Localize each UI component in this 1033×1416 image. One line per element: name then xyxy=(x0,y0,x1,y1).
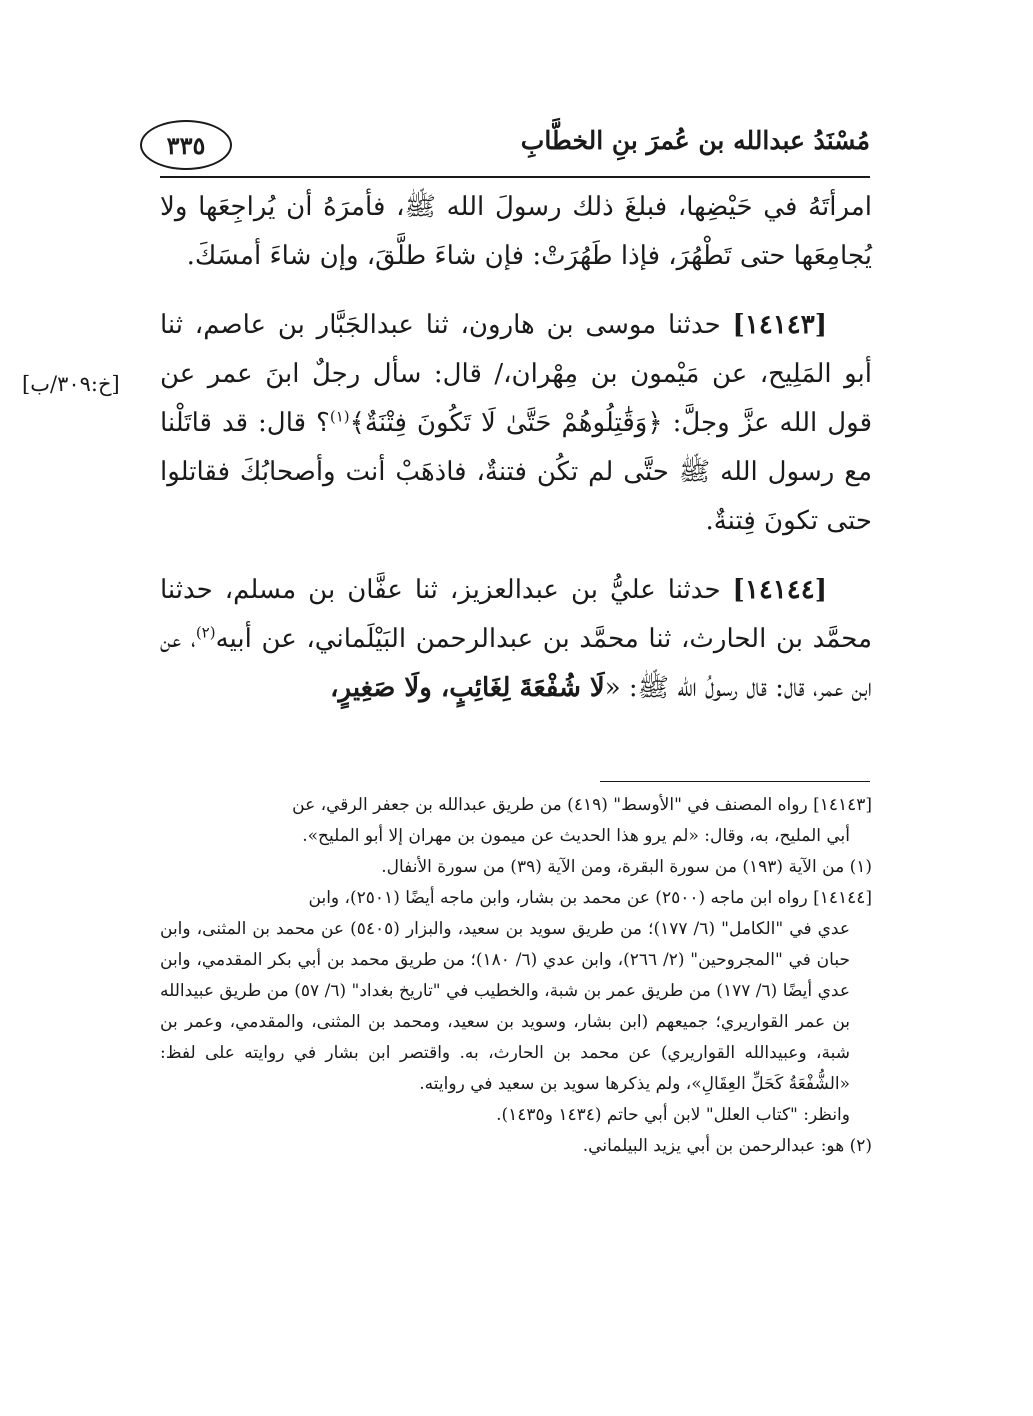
paragraph-continuation: امرأتَهُ في حَيْضِها، فبلغَ ذلك رسولَ الله ﷺ، فأمرَهُ أن يُراجِعَها ولا يُجامِعَها حتى تَطْهُرَ، فإذا طَهُرَتْ: فإن شاءَ طلَّقَ، وإن شاءَ أمسَكَ. xyxy=(160,192,872,271)
page-header xyxy=(150,118,870,178)
hadith-14143 xyxy=(160,301,872,546)
footnote-head: [١٤١٤٣] رواه المصنف في "الأوسط" (٤١٩) من طريق عبدالله بن جعفر الرقي، عن xyxy=(292,795,872,815)
hadith-number: [١٤١٤٣] xyxy=(732,310,827,340)
footnote-14144 xyxy=(160,883,872,1100)
page-number: ٣٣٥ xyxy=(140,120,232,170)
quran-verse: ﴿وَقَٰتِلُوهُمْ حَتَّىٰ لَا تَكُونَ فِتْنَةٌ﴾ xyxy=(349,408,663,438)
hadith-text: ؟ قال: قد قاتَلْنا مع رسول الله ﷺ حتَّى لم تكُن فتنةٌ، فاذهَبْ أنت وأصحابُكَ فقاتلوا حتى تكونَ فِتنةٌ. xyxy=(160,408,872,536)
footnote-1: (١) من الآية (١٩٣) من سورة البقرة، ومن الآية (٣٩) من سورة الأنفال. xyxy=(381,857,872,877)
prophetic-saying: لَا شُفْعَةَ لِغَائِبٍ، ولَا صَغِيرٍ، xyxy=(330,673,605,703)
footnote-ref: (١) xyxy=(329,407,350,426)
footnote-ref: (٢) xyxy=(195,623,216,642)
footnote-2: (٢) هو: عبدالرحمن بن أبي يزيد البيلماني. xyxy=(582,1136,872,1156)
footnote-cont: عدي في "الكامل" (٦/ ١٧٧)؛ من طريق سويد بن سعيد، والبزار (٥٤٠٥) عن محمد بن المثنى، وابن حبان في "المجروحين" (٢/ ٢٦٦)، وابن عدي (٦/ ١٨٠)؛ من طريق محمد بن أبي بكر المقدمي، وابن عدي أيضًا (٦/ ١٧٧) من طريق عمر بن شبة، والخطيب في "تاريخ بغداد" (٦/ ٥٧) من طريق عبيدالله بن عمر القواريري؛ جميعهم (ابن بشار، وسويد بن سعيد، ومحمد بن المثنى، والمقدمي، وعمر بن شبة، وعبيدالله القواريري) عن محمد بن الحارث، به. واقتصر ابن بشار في روايته على لفظ: «الشُّفْعَةُ كَحَلِّ العِقَالِ»، ولم يذكرها سويد بن سعيد في روايته. xyxy=(160,919,850,1094)
hadith-number: [١٤١٤٤] xyxy=(732,575,827,605)
hadith-14144 xyxy=(160,566,872,713)
footnote-head: [١٤١٤٤] رواه ابن ماجه (٢٥٠٠) عن محمد بن بشار، وابن ماجه أيضًا (٢٥٠١)، وابن xyxy=(308,888,872,908)
footnote-cont: أبي المليح، به، وقال: «لم يرو هذا الحديث عن ميمون بن مهران إلا أبو المليح». xyxy=(302,826,850,846)
hadith-text: حدثنا عليُّ بن عبدالعزيز، ثنا عفَّان بن مسلم، حدثنا محمَّد بن الحارث، ثنا محمَّد بن عبدالرحمن البَيْلَماني، عن أبيه xyxy=(160,575,872,654)
footnote-separator xyxy=(600,781,870,782)
header-divider xyxy=(160,176,870,178)
footnote-see-also: وانظر: "كتاب العلل" لابن أبي حاتم (١٤٣٤ و١٤٣٥). xyxy=(496,1105,850,1125)
main-text xyxy=(160,183,872,713)
footnote-14143 xyxy=(160,790,872,852)
footnotes xyxy=(160,790,872,1162)
margin-note: [خ:٣٠٩/ب] xyxy=(22,372,120,396)
hadith-text: حدثنا موسى بن هارون، ثنا عبدالجَبَّار بن عاصم، ثنا أبو المَلِيح، عن مَيْمون بن مِهْران،/ قال: سأل رجلٌ ابنَ عمر عن قول الله عزَّ وجلَّ: xyxy=(160,310,872,438)
hadith-text: ، عن ابن عمر، قال: قال رسولُ الله ﷺ: « xyxy=(160,624,872,703)
running-title: مُسْنَدُ عبدالله بن عُمرَ بنِ الخطَّابِ xyxy=(520,126,870,155)
